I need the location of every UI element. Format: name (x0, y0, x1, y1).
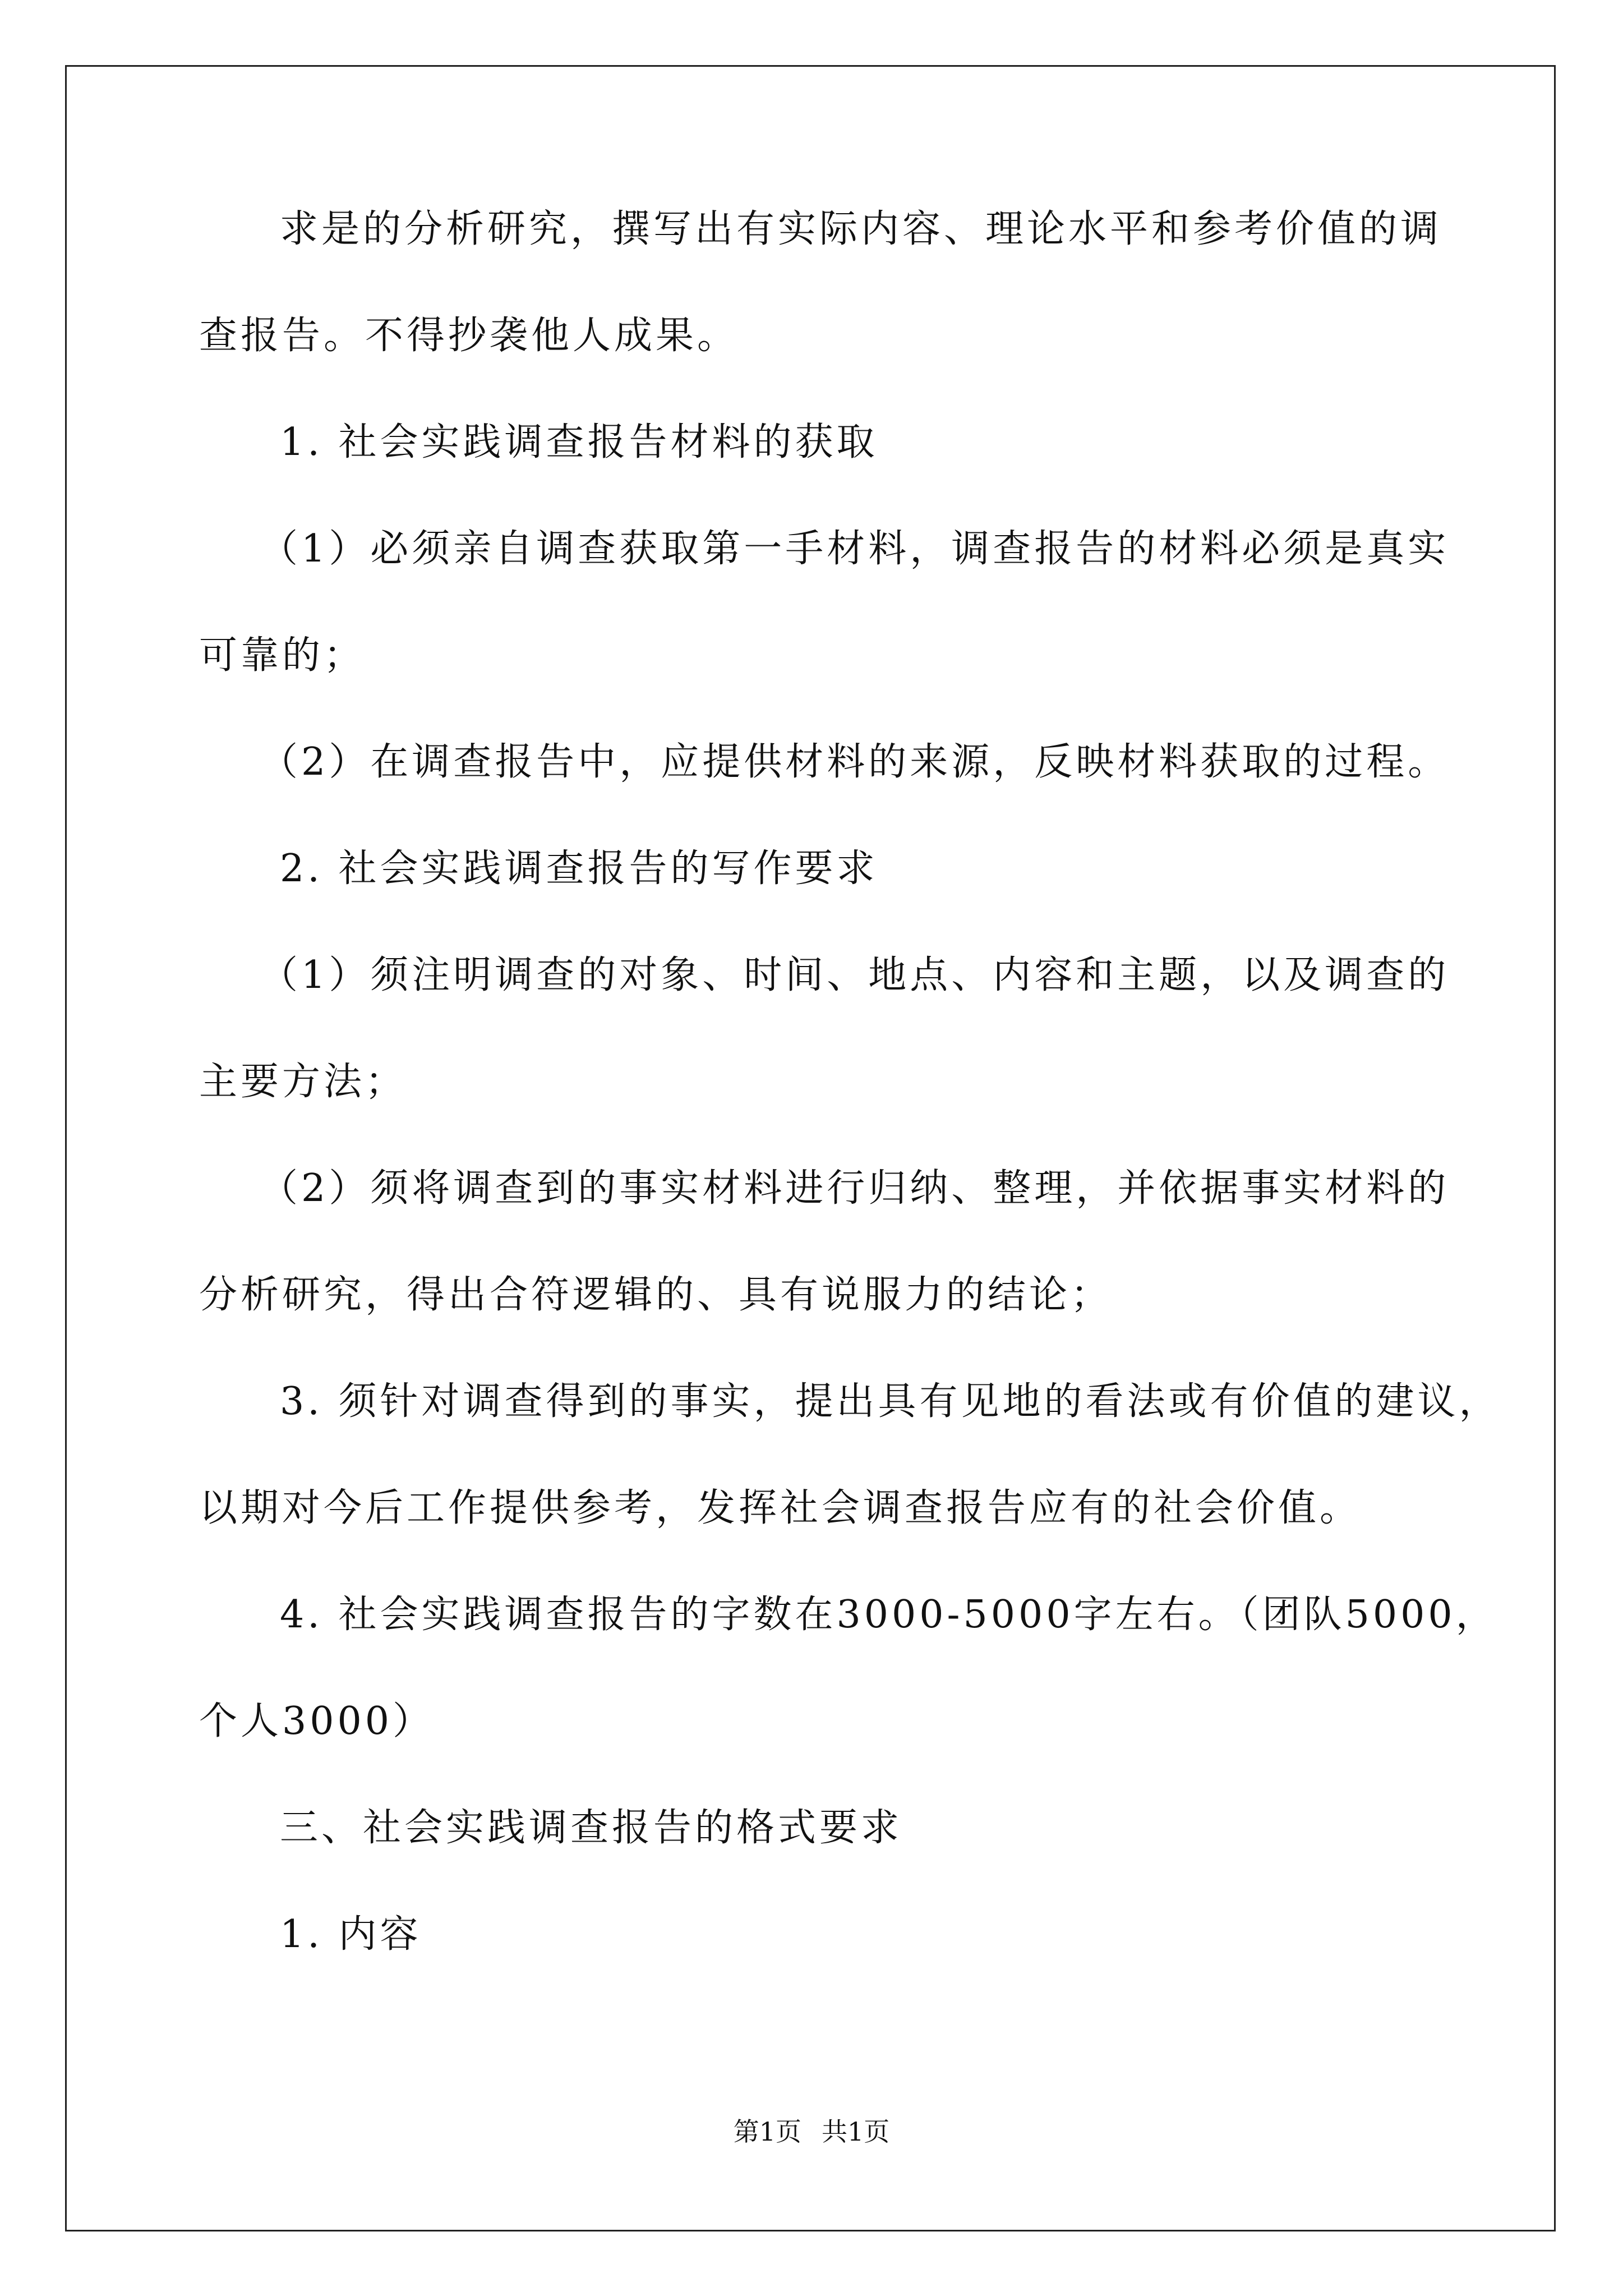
section-heading: 1. 社会实践调查报告材料的获取 (280, 420, 878, 464)
paragraph-line: （1）必须亲自调查获取第一手材料，调查报告的材料必须是真实 (260, 527, 1450, 571)
page-border (65, 65, 1556, 2231)
section-heading: 2. 社会实践调查报告的写作要求 (280, 846, 878, 891)
paragraph-line: 可靠的； (199, 633, 366, 678)
paragraph-line: （1）须注明调查的对象、时间、地点、内容和主题，以及调查的 (260, 953, 1450, 997)
section-heading: 三、社会实践调查报告的格式要求 (280, 1806, 903, 1850)
paragraph-line: 3. 须针对调查得到的事实，提出具有见地的看法或有价值的建议， (280, 1379, 1501, 1424)
paragraph-line: （2）须将调查到的事实材料进行归纳、整理，并依据事实材料的 (260, 1166, 1450, 1211)
paragraph-line: 分析研究，得出合符逻辑的、具有说服力的结论； (199, 1273, 1113, 1317)
paragraph-line: 查报告。不得抄袭他人成果。 (199, 314, 739, 358)
page-number-total: 共1页 (822, 2116, 890, 2147)
paragraph-line: 4. 社会实践调查报告的字数在3000-5000字左右。（团队5000， (280, 1593, 1497, 1637)
paragraph-line: 主要方法； (199, 1060, 407, 1104)
paragraph-line: （2）在调查报告中，应提供材料的来源，反映材料获取的过程。 (260, 740, 1450, 784)
paragraph-line: 求是的分析研究，撰写出有实际内容、理论水平和参考价值的调 (280, 207, 1442, 251)
paragraph-line: 以期对今后工作提供参考，发挥社会调查报告应有的社会价值。 (199, 1486, 1362, 1530)
page-number-current: 第1页 (733, 2116, 801, 2147)
page-footer (0, 2115, 1623, 2148)
section-heading: 1. 内容 (280, 1912, 422, 1957)
paragraph-line: 个人3000） (199, 1699, 435, 1743)
